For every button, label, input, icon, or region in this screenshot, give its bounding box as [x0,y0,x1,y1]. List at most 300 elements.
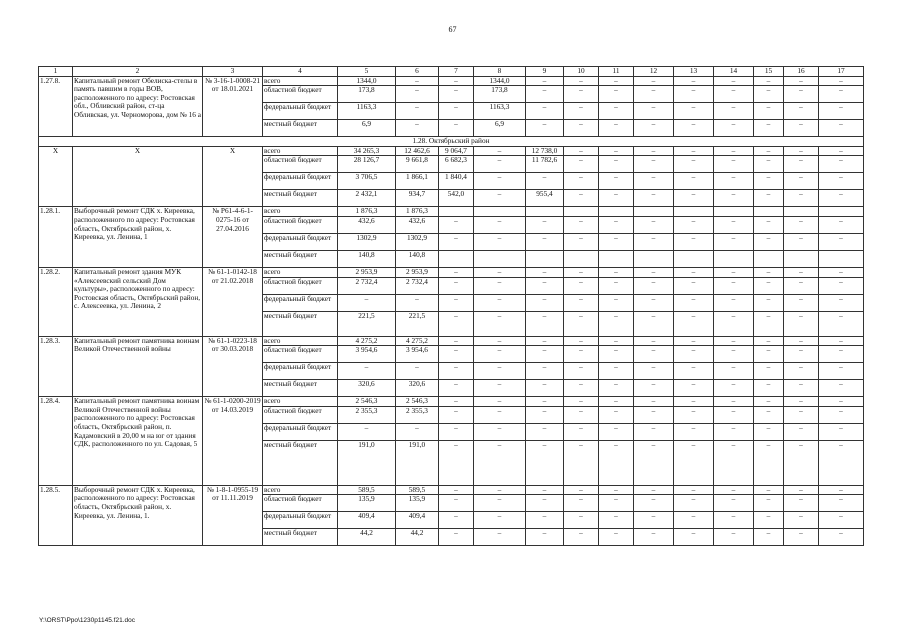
amount-cell: – [784,485,819,495]
table-row [39,146,864,156]
column-header: 14 [714,67,754,77]
amount-cell: 1163,3 [474,103,526,120]
amount-cell: – [819,156,864,173]
amount-cell: – [674,423,714,440]
amount-cell: – [599,216,634,233]
amount-cell: – [819,406,864,423]
amount-cell: – [526,423,564,440]
amount-cell: – [674,86,714,103]
amount-cell: – [674,363,714,380]
amount-cell: – [784,216,819,233]
funding-source: федеральный бюджет [263,294,338,311]
amount-cell: – [526,495,564,512]
amount-cell: – [474,294,526,311]
object-name: Капитальный ремонт Обелиска-стелы в память павшим в годы ВОВ, расположенного по адресу: Ростовская обл., Обливский район, ст-ца Обливская, ул. Черноморова, дом № 16 а [73,76,203,137]
amount-cell [674,250,714,267]
column-header: 11 [599,67,634,77]
amount-cell: – [474,423,526,440]
amount-cell: – [439,512,474,529]
amount-cell: – [634,363,674,380]
column-header: 2 [73,67,203,77]
amount-cell: – [674,485,714,495]
amount-cell [439,250,474,267]
column-header: 17 [819,67,864,77]
amount-cell: – [784,294,819,311]
amount-cell [754,207,784,217]
amount-cell: 191,0 [396,440,439,485]
amount-cell: – [714,380,754,397]
amount-cell: – [754,156,784,173]
amount-cell: – [754,146,784,156]
amount-cell: – [396,423,439,440]
amount-cell: 2 732,4 [338,277,396,294]
amount-cell: – [714,423,754,440]
amount-cell: 9 064,7 [439,146,474,156]
amount-cell: 135,9 [396,495,439,512]
amount-cell: – [754,76,784,86]
amount-cell: – [819,146,864,156]
amount-cell: – [754,120,784,137]
amount-cell: – [754,397,784,407]
amount-cell: – [439,346,474,363]
item-number: 1.28.2. [39,267,73,336]
amount-cell: – [819,190,864,207]
amount-cell: – [819,495,864,512]
amount-cell: 12 462,6 [396,146,439,156]
amount-cell: – [526,406,564,423]
amount-cell: – [634,86,674,103]
amount-cell: – [474,380,526,397]
amount-cell: 1 876,3 [396,207,439,217]
amount-cell: – [754,190,784,207]
amount-cell: 44,2 [338,529,396,546]
table-row [39,485,864,495]
funding-source: всего [263,397,338,407]
amount-cell: – [474,190,526,207]
amount-cell: – [714,311,754,336]
amount-cell: – [819,103,864,120]
amount-cell: – [526,233,564,250]
amount-cell: – [634,146,674,156]
amount-cell [714,250,754,267]
amount-cell: – [474,277,526,294]
amount-cell: 320,6 [396,380,439,397]
amount-cell: – [599,380,634,397]
table-row [39,336,864,346]
amount-cell: – [439,294,474,311]
amount-cell: – [526,103,564,120]
document-number: № 61-1-0142-18 от 21.02.2018 [203,267,263,336]
amount-cell: 140,8 [338,250,396,267]
amount-cell: – [674,336,714,346]
amount-cell: – [564,485,599,495]
amount-cell: – [599,397,634,407]
amount-cell: 1163,3 [338,103,396,120]
amount-cell [819,207,864,217]
amount-cell: – [784,346,819,363]
amount-cell: – [754,512,784,529]
amount-cell: – [714,146,754,156]
amount-cell: – [819,397,864,407]
amount-cell: – [714,233,754,250]
amount-cell: 542,0 [439,190,474,207]
amount-cell: – [564,311,599,336]
amount-cell: – [599,406,634,423]
item-number: 1.28.4. [39,397,73,486]
amount-cell [564,207,599,217]
amount-cell: 4 275,2 [396,336,439,346]
amount-cell: – [564,512,599,529]
amount-cell: – [439,86,474,103]
amount-cell: – [819,173,864,190]
amount-cell: – [674,440,714,485]
table-row [39,397,864,407]
amount-cell: – [599,495,634,512]
amount-cell [599,250,634,267]
amount-cell: – [674,346,714,363]
amount-cell: – [674,267,714,277]
amount-cell: – [599,529,634,546]
amount-cell: – [754,440,784,485]
amount-cell: – [526,440,564,485]
amount-cell: – [819,76,864,86]
amount-cell: – [439,363,474,380]
amount-cell: – [819,363,864,380]
amount-cell: – [819,423,864,440]
amount-cell: – [784,495,819,512]
amount-cell: 6 682,3 [439,156,474,173]
amount-cell: – [754,103,784,120]
amount-cell: – [564,76,599,86]
amount-cell [526,207,564,217]
amount-cell: – [526,363,564,380]
amount-cell: – [674,216,714,233]
amount-cell: – [754,406,784,423]
amount-cell: – [714,346,754,363]
amount-cell: – [674,156,714,173]
funding-source: местный бюджет [263,440,338,485]
amount-cell: – [714,363,754,380]
amount-cell: – [674,190,714,207]
amount-cell: – [526,311,564,336]
funding-source: всего [263,76,338,86]
amount-cell: – [819,380,864,397]
amount-cell: 44,2 [396,529,439,546]
funding-source: всего [263,146,338,156]
amount-cell: – [754,311,784,336]
amount-cell: – [474,346,526,363]
amount-cell: – [714,120,754,137]
amount-cell: – [784,512,819,529]
amount-cell: – [674,529,714,546]
amount-cell: – [674,311,714,336]
funding-source: федеральный бюджет [263,233,338,250]
amount-cell: – [634,76,674,86]
amount-cell: 2 953,9 [396,267,439,277]
amount-cell: – [819,311,864,336]
amount-cell: – [474,233,526,250]
amount-cell: – [819,440,864,485]
funding-source: областной бюджет [263,156,338,173]
item-number: X [39,146,73,207]
amount-cell: – [784,529,819,546]
amount-cell: – [599,485,634,495]
amount-cell: – [474,495,526,512]
amount-cell [714,207,754,217]
amount-cell: – [784,146,819,156]
amount-cell: – [564,277,599,294]
amount-cell: 1344,0 [338,76,396,86]
amount-cell: – [754,267,784,277]
amount-cell: – [396,120,439,137]
amount-cell: 1 866,1 [396,173,439,190]
amount-cell: 1302,9 [338,233,396,250]
amount-cell: – [564,346,599,363]
amount-cell: – [564,397,599,407]
amount-cell: – [439,423,474,440]
amount-cell: – [526,173,564,190]
amount-cell: – [714,495,754,512]
amount-cell: – [526,76,564,86]
amount-cell [784,207,819,217]
funding-source: местный бюджет [263,380,338,397]
amount-cell: – [474,440,526,485]
amount-cell: 140,8 [396,250,439,267]
amount-cell: – [396,76,439,86]
amount-cell [474,207,526,217]
amount-cell: 3 954,6 [338,346,396,363]
amount-cell: – [474,512,526,529]
amount-cell: – [819,233,864,250]
amount-cell: – [754,233,784,250]
amount-cell: – [564,120,599,137]
funding-source: областной бюджет [263,277,338,294]
amount-cell: – [474,397,526,407]
amount-cell: – [564,380,599,397]
amount-cell: – [526,86,564,103]
amount-cell: – [526,336,564,346]
amount-cell: – [526,267,564,277]
amount-cell: – [674,76,714,86]
object-name: Выборочный ремонт СДК х. Киреевка, расположенного по адресу: Ростовская область, Октябрьский район, х. Киреевка, ул. Ленина, 1. [73,485,203,546]
amount-cell: – [599,86,634,103]
column-header: 3 [203,67,263,77]
amount-cell: – [439,380,474,397]
amount-cell: – [784,156,819,173]
amount-cell: – [714,397,754,407]
amount-cell: – [819,277,864,294]
amount-cell: – [634,423,674,440]
funding-source: областной бюджет [263,216,338,233]
amount-cell: – [439,440,474,485]
amount-cell: – [784,440,819,485]
amount-cell: – [634,216,674,233]
funding-source: всего [263,485,338,495]
amount-cell: – [634,103,674,120]
amount-cell: – [599,294,634,311]
amount-cell: – [784,190,819,207]
amount-cell: – [526,216,564,233]
header-row [39,67,864,77]
funding-source: местный бюджет [263,250,338,267]
amount-cell: – [474,216,526,233]
document-number: № 61-1-0223-18 от 30.03.2018 [203,336,263,397]
amount-cell: – [754,485,784,495]
document-number: № 61-1-0200-2019 от 14.03.2019 [203,397,263,486]
funding-source: всего [263,207,338,217]
amount-cell: 2 355,3 [396,406,439,423]
column-header: 16 [784,67,819,77]
column-header: 7 [439,67,474,77]
amount-cell: – [599,233,634,250]
amount-cell: – [564,190,599,207]
amount-cell: 3 954,6 [396,346,439,363]
amount-cell: – [634,156,674,173]
amount-cell: – [784,173,819,190]
table-row [39,267,864,277]
amount-cell: – [784,86,819,103]
amount-cell: 1 840,4 [439,173,474,190]
funding-source: местный бюджет [263,529,338,546]
amount-cell: 9 661,8 [396,156,439,173]
funding-source: всего [263,336,338,346]
amount-cell: – [474,267,526,277]
amount-cell [439,207,474,217]
amount-cell: 28 126,7 [338,156,396,173]
amount-cell: – [819,267,864,277]
amount-cell: – [634,173,674,190]
amount-cell: – [819,346,864,363]
amount-cell: – [564,294,599,311]
amount-cell: – [674,277,714,294]
amount-cell: – [564,406,599,423]
column-header: 9 [526,67,564,77]
amount-cell: – [474,406,526,423]
amount-cell: 432,6 [338,216,396,233]
budget-table [38,66,864,546]
amount-cell: 11 782,6 [526,156,564,173]
amount-cell: – [564,423,599,440]
amount-cell: – [754,86,784,103]
column-header: 12 [634,67,674,77]
amount-cell: – [634,311,674,336]
amount-cell: – [819,336,864,346]
amount-cell: – [526,397,564,407]
amount-cell: – [674,294,714,311]
amount-cell: – [784,76,819,86]
amount-cell: – [819,120,864,137]
amount-cell: – [634,267,674,277]
amount-cell: 2 546,3 [396,397,439,407]
amount-cell: – [674,120,714,137]
amount-cell: 1 876,3 [338,207,396,217]
amount-cell: – [439,529,474,546]
amount-cell: – [564,146,599,156]
amount-cell: – [674,380,714,397]
amount-cell: 2 432,1 [338,190,396,207]
amount-cell: 955,4 [526,190,564,207]
column-header: 6 [396,67,439,77]
amount-cell: – [634,380,674,397]
amount-cell: – [564,529,599,546]
amount-cell [526,250,564,267]
amount-cell: – [396,103,439,120]
amount-cell: – [599,423,634,440]
amount-cell: 934,7 [396,190,439,207]
amount-cell: 589,5 [396,485,439,495]
amount-cell: – [754,363,784,380]
amount-cell: – [526,529,564,546]
amount-cell: – [599,120,634,137]
amount-cell: – [754,294,784,311]
amount-cell: – [819,294,864,311]
amount-cell: – [754,216,784,233]
amount-cell: – [784,311,819,336]
amount-cell: – [564,440,599,485]
funding-source: федеральный бюджет [263,363,338,380]
amount-cell: – [599,277,634,294]
amount-cell: – [634,336,674,346]
amount-cell: – [754,336,784,346]
amount-cell: – [674,103,714,120]
amount-cell: – [714,76,754,86]
column-header: 10 [564,67,599,77]
amount-cell: – [599,346,634,363]
amount-cell: 2 732,4 [396,277,439,294]
amount-cell: – [564,103,599,120]
amount-cell: – [564,156,599,173]
amount-cell: – [674,512,714,529]
amount-cell: 2 546,3 [338,397,396,407]
amount-cell: – [674,173,714,190]
column-header: 13 [674,67,714,77]
amount-cell: – [634,120,674,137]
amount-cell: 409,4 [396,512,439,529]
section-row [39,137,864,147]
amount-cell: – [634,346,674,363]
amount-cell: – [564,267,599,277]
amount-cell: 2 355,3 [338,406,396,423]
amount-cell: – [674,397,714,407]
object-name: Капитальный ремонт здания МУК «Алексеевский сельский Дом культуры», расположенного по адресу: Ростовская область, Октябрьский район, с. Алексеевка, ул. Ленина, 2 [73,267,203,336]
funding-source: областной бюджет [263,495,338,512]
object-name: Выборочный ремонт СДК х. Киреевка, расположенного по адресу: Ростовская область, Октябрьский район, х. Киреевка, ул. Ленина, 1 [73,207,203,268]
amount-cell [784,250,819,267]
amount-cell: – [564,86,599,103]
amount-cell: – [526,512,564,529]
item-number: 1.27.8. [39,76,73,137]
amount-cell: – [674,406,714,423]
amount-cell: 221,5 [396,311,439,336]
amount-cell: – [599,336,634,346]
amount-cell: – [714,529,754,546]
amount-cell: – [714,336,754,346]
amount-cell: – [439,406,474,423]
amount-cell: – [754,380,784,397]
page-number: 67 [448,25,457,34]
column-header: 5 [338,67,396,77]
item-number: 1.28.1. [39,207,73,268]
amount-cell: – [714,440,754,485]
amount-cell: – [819,529,864,546]
amount-cell: – [396,86,439,103]
funding-source: областной бюджет [263,346,338,363]
amount-cell: – [338,423,396,440]
amount-cell: – [714,267,754,277]
amount-cell: – [714,512,754,529]
funding-source: местный бюджет [263,120,338,137]
amount-cell: – [634,495,674,512]
